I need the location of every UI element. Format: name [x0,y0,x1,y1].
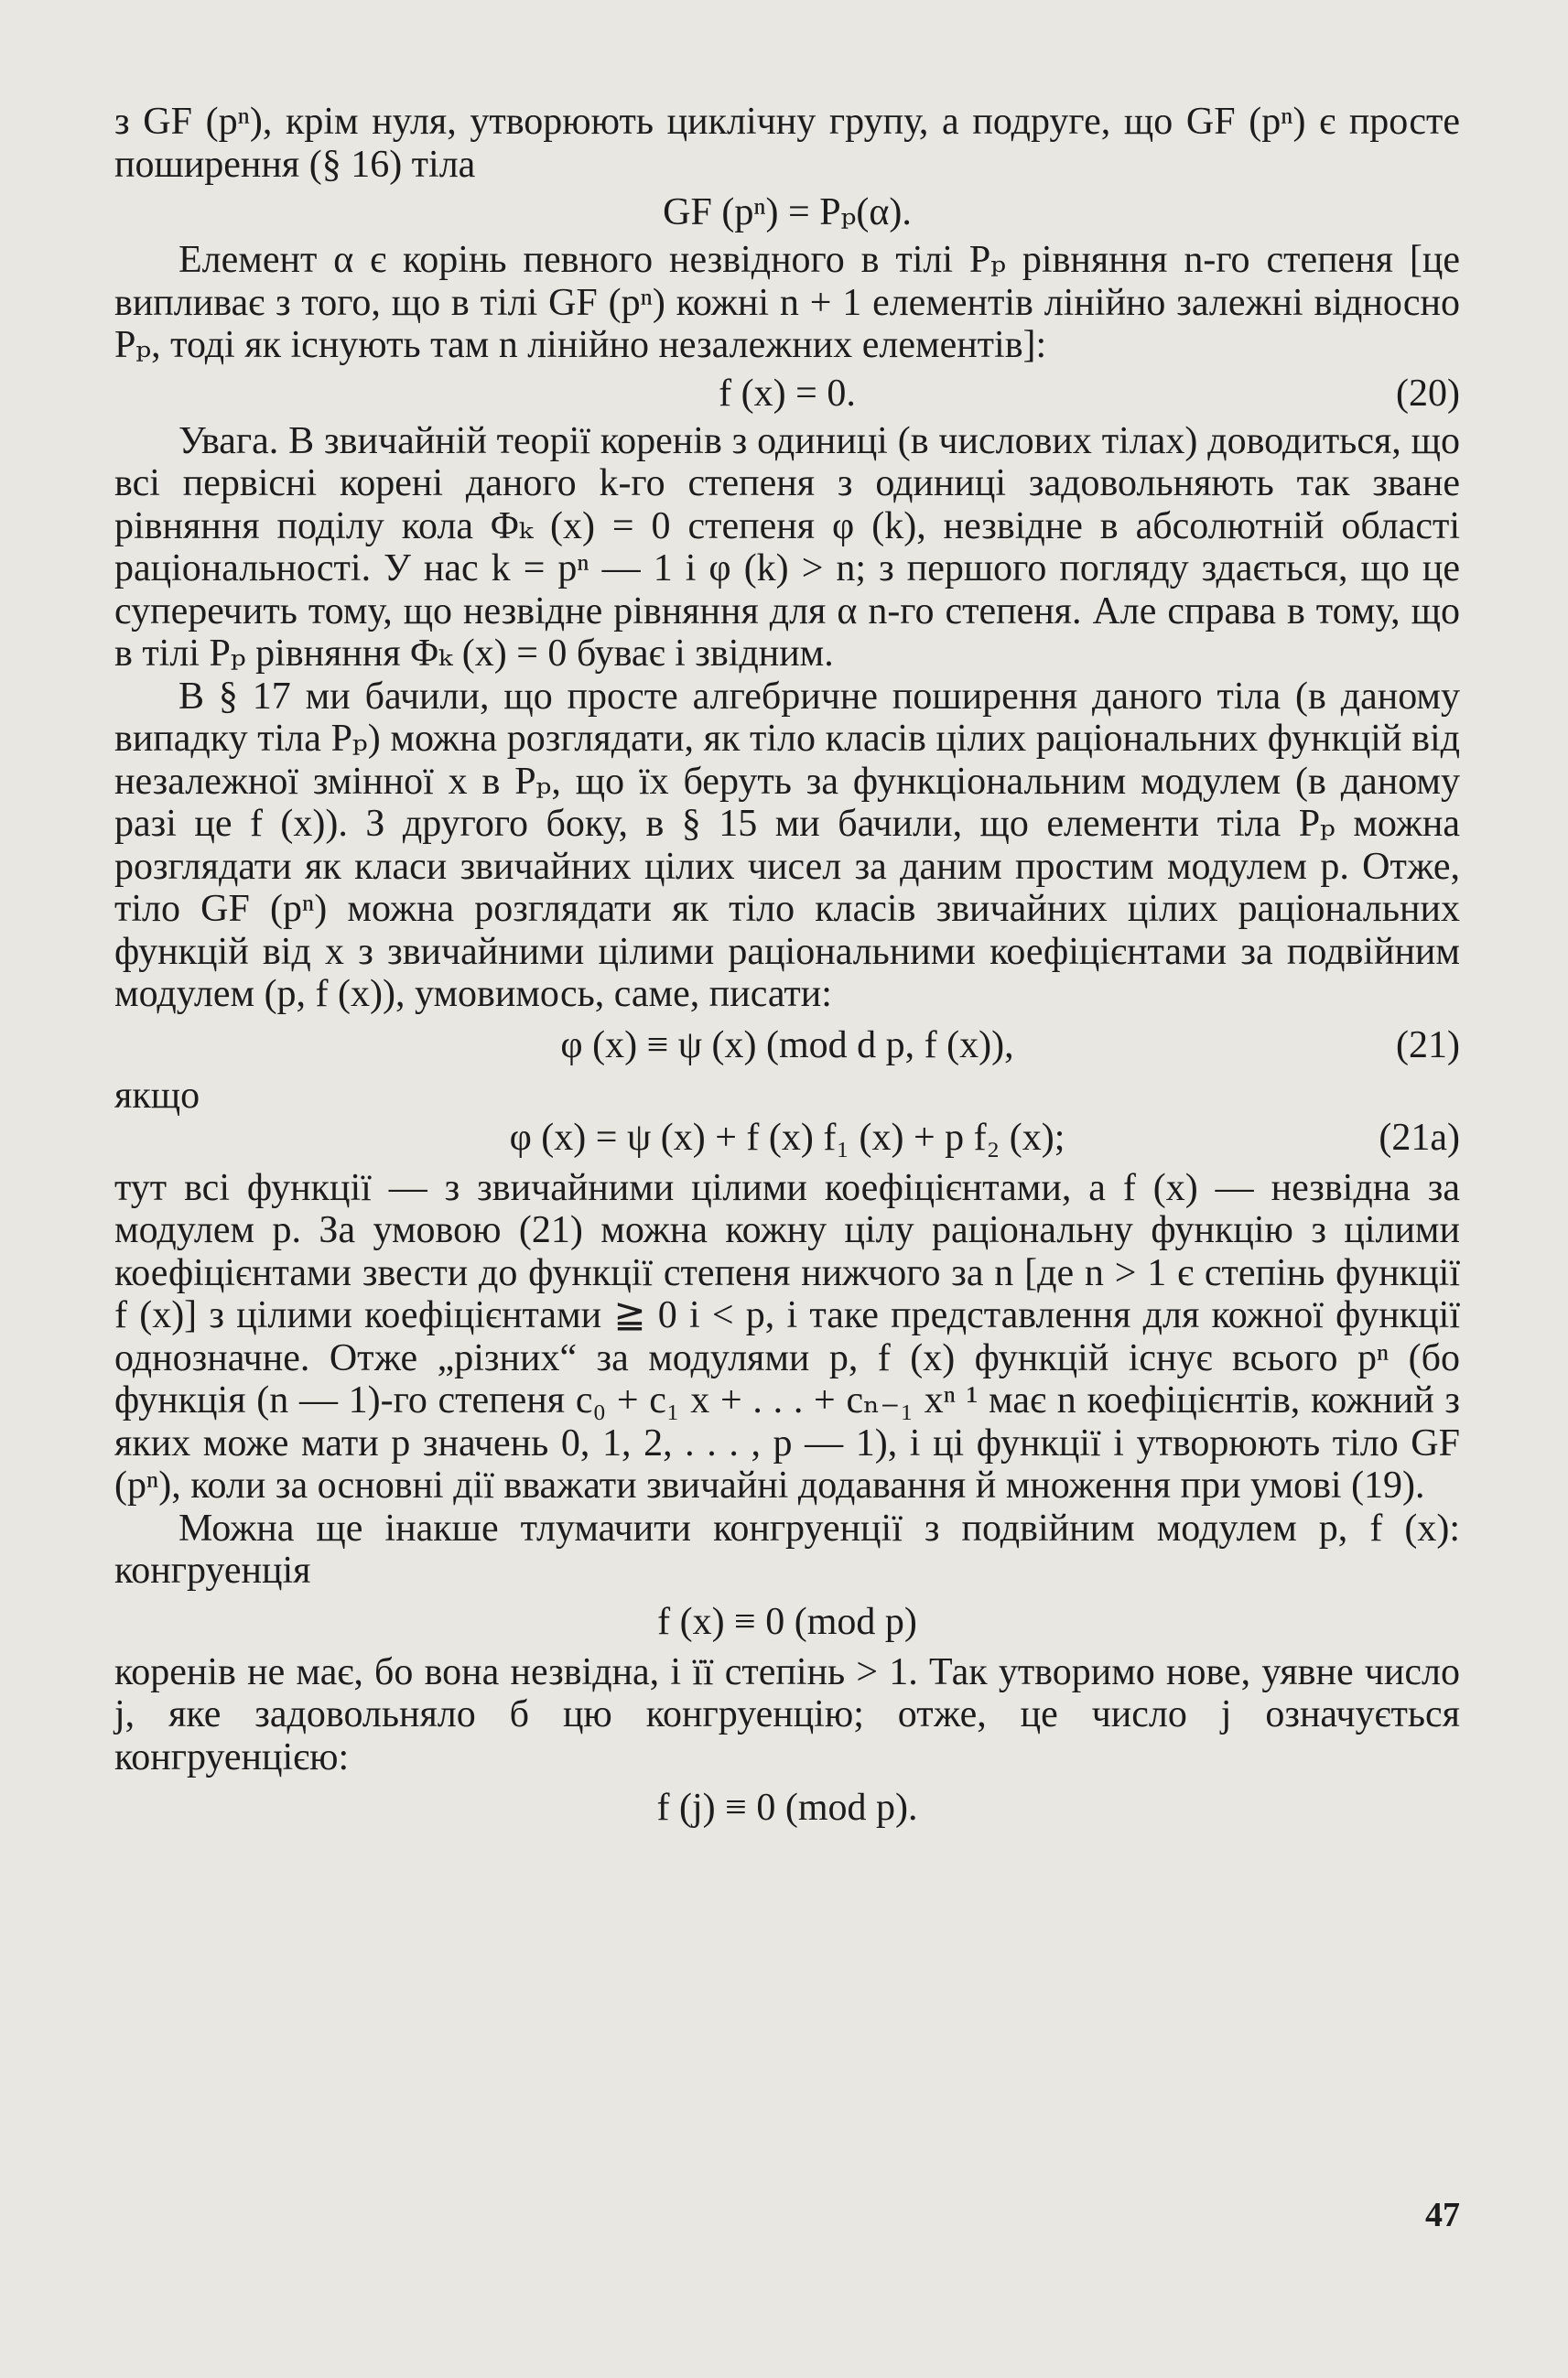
paragraph-5: Можна ще інакше тлумачити конгруенції з подвійним модулем p, f (x): конгруенція [114,1507,1460,1592]
formula-j-text: f (j) ≡ 0 (mod p). [656,1787,918,1829]
page-body [114,101,1460,1837]
formula-21-text: φ (x) ≡ ψ (x) (mod d p, f (x)), [560,1023,1014,1066]
formula-j [114,1778,1460,1837]
formula-21 [114,1016,1460,1075]
lead-word: якщо [114,1074,200,1117]
formula-20-text: f (x) = 0. [719,372,856,415]
equation-number-21: (21) [1396,1023,1460,1066]
formula-21a [114,1117,1460,1160]
page-number: 47 [1425,2196,1460,2234]
formula-congruence-text: f (x) ≡ 0 (mod p) [657,1600,917,1643]
equation-number-21a: (21a) [1379,1117,1460,1159]
paragraph-3: В § 17 ми бачили, що просте алгебричне поширення даного тіла (в даному випадку тіла Pₚ) можна розглядати, як тіло класів цілих раціональних функцій від незалежної змінної x в Pₚ, що їх беруть за функціональним модулем (в даному разі це f (x)). З другого боку, в § 15 ми бачили, що елементи тіла Pₚ можна розглядати як класи звичайних цілих чисел за даним простим модулем p. Отже, тіло GF (pⁿ) можна розглядати як тіло класів звичайних цілих раціональних функцій від x з звичайними цілими раціональними коефіцієнтами за подвійним модулем (p, f (x)), умовимось, саме, писати: [114,675,1460,1015]
formula-20 [114,367,1460,420]
paragraph-6: коренів не має, бо вона незвідна, і її степінь > 1. Так утворимо нове, уявне число j, яке задовольняло б цю конгруенцію; отже, це число j означується конгруенцією: [114,1650,1460,1778]
paragraph-4: тут всі функції — з звичайними цілими коефіцієнтами, а f (x) — незвідна за модулем p. За умовою (21) можна кожну цілу раціональну функцію з цілими коефіцієнтами звести до функції степеня нижчого за n [де n > 1 є степінь функції f (x)] з цілими коефіцієнтами ≧ 0 і < p, і таке представлення для кожної функції однозначне. Отже „різних“ за модулями p, f (x) функцій існує всього pⁿ (бо функція (n — 1)-го степеня c₀ + c₁ x + . . . + cₙ₋₁ xⁿ ¹ має n коефіцієнтів, кожний з яких може мати p значень 0, 1, 2, . . . , p — 1), і ці функції і утворюють тіло GF (pⁿ), коли за основні дії вважати звичайні додавання й множення при умові (19). [114,1166,1460,1507]
formula-congruence [114,1593,1460,1651]
formula-gf-text: GF (pⁿ) = Pₚ(α). [663,191,912,233]
formula-21a-text: φ (x) = ψ (x) + f (x) f₁ (x) + p f₂ (x); [509,1117,1065,1159]
equation-number-20: (20) [1396,372,1460,415]
formula-gf [114,186,1460,239]
paragraph-2: Елемент α є корінь певного незвідного в тілі Pₚ рівняння n-го степеня [це випливає з того, що в тілі GF (pⁿ) кожні n + 1 елементів лінійно залежні відносно Pₚ, тоді як існують там n лінійно незалежних елементів]: [114,239,1460,366]
paragraph-note: Увага. В звичайній теорії коренів з одиниці (в числових тілах) доводиться, що всі первісні корені даного k-го степеня з одиниці задовольняють так зване рівняння поділу кола Φₖ (x) = 0 степеня φ (k), незвідне в абсолютній області раціональності. У нас k = pⁿ — 1 і φ (k) > n; з першого погляду здається, що це суперечить тому, що незвідне рівняння для α n-го степеня. Але справа в тому, що в тілі Pₚ рівняння Φₖ (x) = 0 буває і звідним. [114,419,1460,675]
paragraph-1: з GF (pⁿ), крім нуля, утворюють циклічну групу, а подруге, що GF (pⁿ) є просте поширення (§ 16) тіла [114,101,1460,186]
